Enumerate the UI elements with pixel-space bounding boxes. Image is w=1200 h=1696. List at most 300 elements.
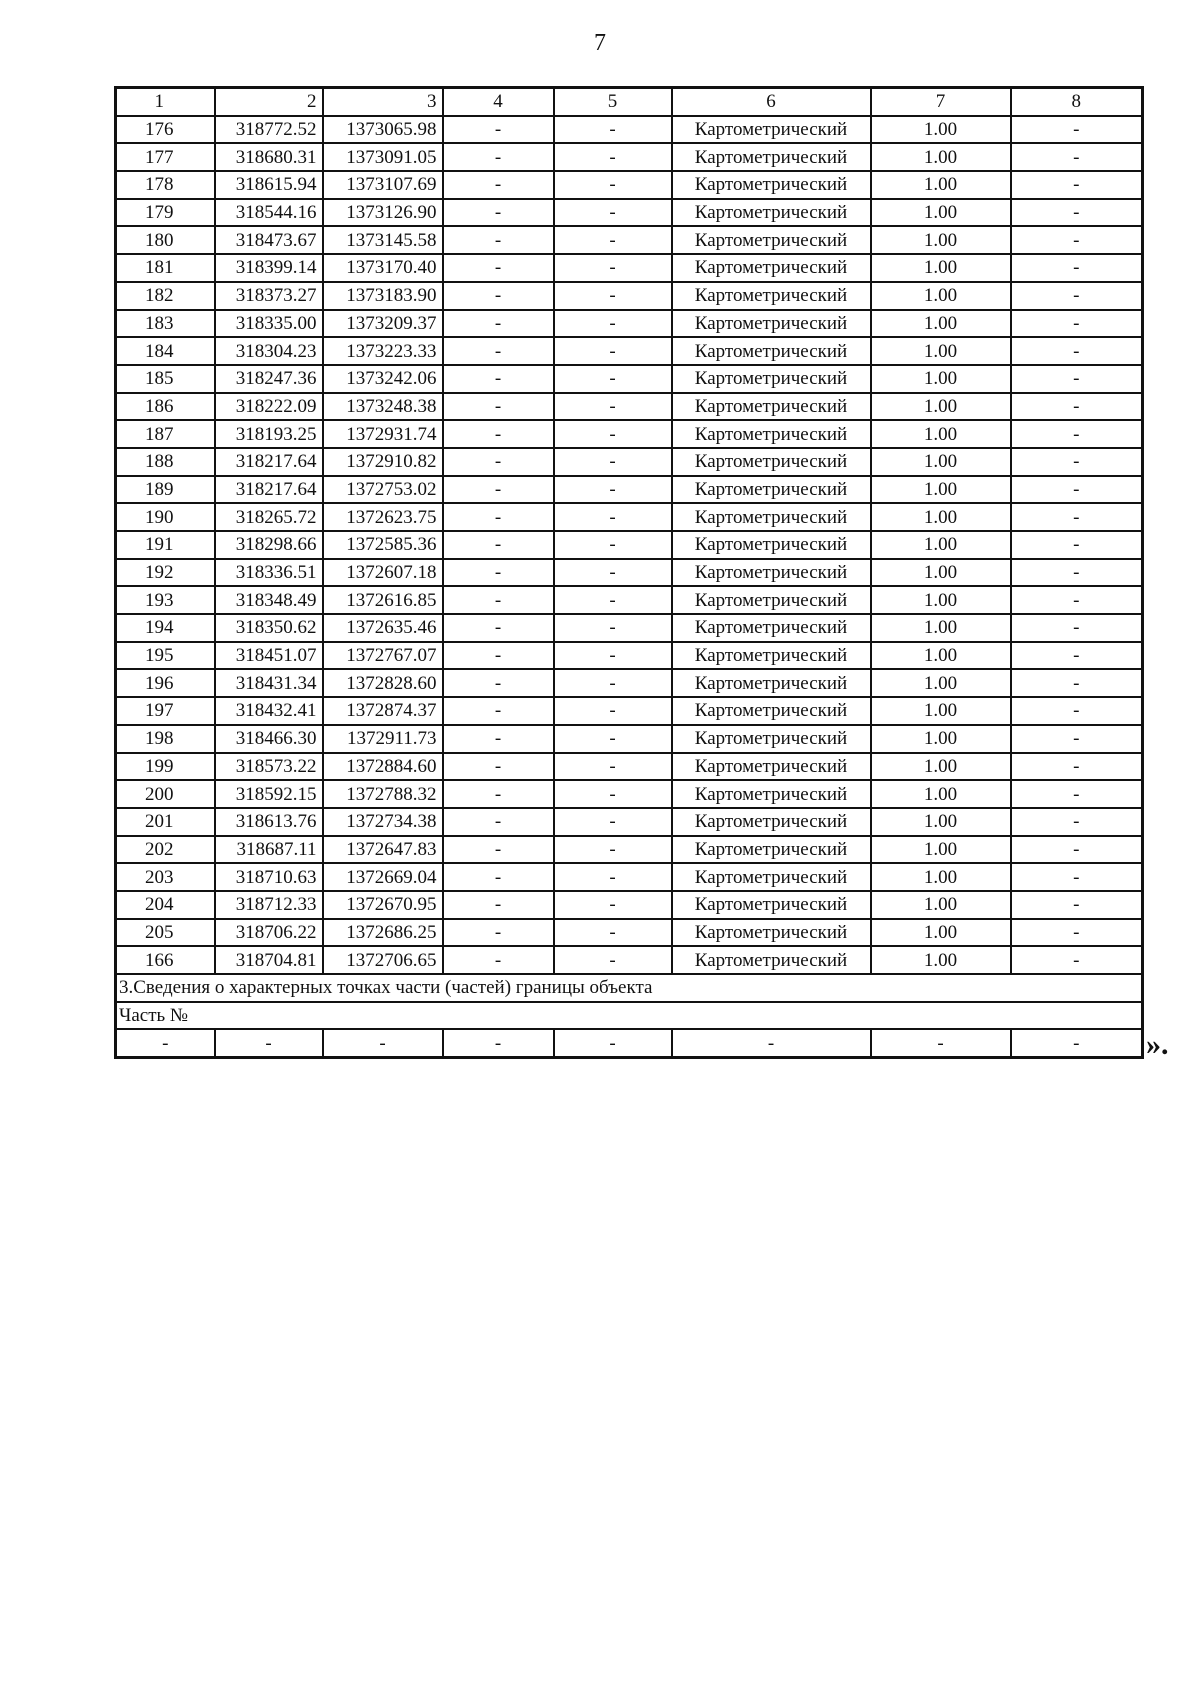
table-cell: 1372788.32 xyxy=(323,780,443,808)
table-cell: - xyxy=(554,586,672,614)
table-cell: 1372635.46 xyxy=(323,614,443,642)
table-cell: - xyxy=(1011,946,1143,974)
table-cell: 318432.41 xyxy=(215,697,323,725)
table-cell: - xyxy=(1011,836,1143,864)
table-cell: Картометрический xyxy=(672,780,871,808)
table-cell: Картометрический xyxy=(672,863,871,891)
table-cell: 318710.63 xyxy=(215,863,323,891)
table-cell: 318615.94 xyxy=(215,171,323,199)
table-cell: - xyxy=(1011,891,1143,919)
table-cell: 318217.64 xyxy=(215,476,323,504)
table-row xyxy=(116,697,1143,725)
table-cell: Картометрический xyxy=(672,725,871,753)
table-cell: - xyxy=(554,863,672,891)
table-cell: - xyxy=(443,531,554,559)
table-cell: 1372931.74 xyxy=(323,420,443,448)
table-cell: 1373248.38 xyxy=(323,393,443,421)
column-header: 3 xyxy=(323,88,443,116)
table-cell: - xyxy=(1011,171,1143,199)
table-cell: - xyxy=(1011,863,1143,891)
table-cell: - xyxy=(1011,669,1143,697)
table-cell: 180 xyxy=(116,226,215,254)
table-cell: 318193.25 xyxy=(215,420,323,448)
table-cell: 1373242.06 xyxy=(323,365,443,393)
table-cell: 192 xyxy=(116,559,215,587)
table-cell: - xyxy=(443,503,554,531)
table-cell: 318466.30 xyxy=(215,725,323,753)
table-cell: 1.00 xyxy=(871,282,1011,310)
table-cell: - xyxy=(1011,614,1143,642)
table-cell: - xyxy=(443,310,554,338)
table-row xyxy=(116,282,1143,310)
table-cell: 1373107.69 xyxy=(323,171,443,199)
table-cell: - xyxy=(443,863,554,891)
table-cell: 318687.11 xyxy=(215,836,323,864)
table-cell: - xyxy=(554,365,672,393)
table-cell: 198 xyxy=(116,725,215,753)
table-cell: - xyxy=(554,891,672,919)
table-cell: 318399.14 xyxy=(215,254,323,282)
table-cell: 1373126.90 xyxy=(323,199,443,227)
table-cell: - xyxy=(1011,143,1143,171)
table-cell: Картометрический xyxy=(672,808,871,836)
table-cell: - xyxy=(443,614,554,642)
table-cell: - xyxy=(554,171,672,199)
table-cell: 194 xyxy=(116,614,215,642)
table-cell: 1372623.75 xyxy=(323,503,443,531)
table-cell: 200 xyxy=(116,780,215,808)
table-cell: 1372669.04 xyxy=(323,863,443,891)
table-row xyxy=(116,254,1143,282)
table-cell: Картометрический xyxy=(672,143,871,171)
table-cell: - xyxy=(1011,448,1143,476)
table-cell: - xyxy=(443,725,554,753)
table-cell: - xyxy=(443,808,554,836)
table-row xyxy=(116,559,1143,587)
table-cell: - xyxy=(443,586,554,614)
table-cell: 1372616.85 xyxy=(323,586,443,614)
table-cell: - xyxy=(1011,586,1143,614)
table-cell: - xyxy=(554,919,672,947)
table-row xyxy=(116,753,1143,781)
table-cell: - xyxy=(554,143,672,171)
table-cell: - xyxy=(1011,753,1143,781)
table-cell: 318222.09 xyxy=(215,393,323,421)
table-cell: 182 xyxy=(116,282,215,310)
table-cell: Картометрический xyxy=(672,614,871,642)
table-cell: - xyxy=(443,919,554,947)
table-cell: - xyxy=(554,642,672,670)
table-cell: - xyxy=(554,337,672,365)
table-cell: 1.00 xyxy=(871,254,1011,282)
table-row xyxy=(116,725,1143,753)
table-cell: - xyxy=(1011,919,1143,947)
table-cell: 1.00 xyxy=(871,393,1011,421)
table-cell: 1.00 xyxy=(871,753,1011,781)
table-cell: 1.00 xyxy=(871,310,1011,338)
table-cell: 1.00 xyxy=(871,503,1011,531)
table-row xyxy=(116,143,1143,171)
table-cell: Картометрический xyxy=(672,337,871,365)
table-cell: - xyxy=(554,559,672,587)
table-cell: - xyxy=(554,393,672,421)
part-label: Часть № xyxy=(116,1002,1143,1030)
table-cell: - xyxy=(554,476,672,504)
table-cell: - xyxy=(1011,476,1143,504)
table-cell: 318451.07 xyxy=(215,642,323,670)
table-row xyxy=(116,586,1143,614)
table-cell: Картометрический xyxy=(672,586,871,614)
table-cell: 1.00 xyxy=(871,642,1011,670)
table-cell: 1.00 xyxy=(871,365,1011,393)
table-cell: 1.00 xyxy=(871,337,1011,365)
table-cell: Картометрический xyxy=(672,476,871,504)
table-cell: - xyxy=(554,614,672,642)
table-cell: - xyxy=(554,503,672,531)
table-cell: 1372828.60 xyxy=(323,669,443,697)
table-cell: 199 xyxy=(116,753,215,781)
table-row xyxy=(116,171,1143,199)
table-cell: - xyxy=(554,780,672,808)
table-cell: - xyxy=(443,753,554,781)
table-row xyxy=(116,614,1143,642)
table-cell: 1.00 xyxy=(871,725,1011,753)
table-cell: - xyxy=(554,725,672,753)
table-cell: 318680.31 xyxy=(215,143,323,171)
table-cell: 1.00 xyxy=(871,863,1011,891)
table-cell: - xyxy=(1011,393,1143,421)
table-cell: 1372585.36 xyxy=(323,531,443,559)
table-cell: 178 xyxy=(116,171,215,199)
table-cell: 1.00 xyxy=(871,476,1011,504)
column-header: 2 xyxy=(215,88,323,116)
column-header: 8 xyxy=(1011,88,1143,116)
table-cell: - xyxy=(443,171,554,199)
table-cell: - xyxy=(554,310,672,338)
table-row xyxy=(116,365,1143,393)
column-header: 1 xyxy=(116,88,215,116)
table-cell: - xyxy=(443,365,554,393)
table-cell: Картометрический xyxy=(672,226,871,254)
table-cell: 1.00 xyxy=(871,171,1011,199)
column-header: 5 xyxy=(554,88,672,116)
part-row xyxy=(116,1029,1143,1057)
table-cell: 318431.34 xyxy=(215,669,323,697)
table-cell: 318265.72 xyxy=(215,503,323,531)
table-cell: 318304.23 xyxy=(215,337,323,365)
table-cell: - xyxy=(443,199,554,227)
table-cell: - xyxy=(443,642,554,670)
table-cell: 1.00 xyxy=(871,559,1011,587)
page-number: 7 xyxy=(594,30,606,56)
table-cell: 195 xyxy=(116,642,215,670)
table-cell: - xyxy=(1011,310,1143,338)
table-cell: 189 xyxy=(116,476,215,504)
section-title: 3.Сведения о характерных точках части (частей) границы объекта xyxy=(116,974,1143,1002)
table-cell: - xyxy=(443,780,554,808)
table-cell: 196 xyxy=(116,669,215,697)
table-cell: - xyxy=(554,226,672,254)
table-cell: Картометрический xyxy=(672,642,871,670)
table-cell: Картометрический xyxy=(672,199,871,227)
table-cell: 205 xyxy=(116,919,215,947)
table-cell: - xyxy=(443,337,554,365)
header-row xyxy=(116,88,1143,116)
table-cell: 1372884.60 xyxy=(323,753,443,781)
table-cell: 1372910.82 xyxy=(323,448,443,476)
table-cell: - xyxy=(1011,116,1143,144)
table-cell: - xyxy=(1011,559,1143,587)
table-cell: - xyxy=(554,836,672,864)
table-cell: 1373170.40 xyxy=(323,254,443,282)
table-cell: 1.00 xyxy=(871,199,1011,227)
table-cell: 1.00 xyxy=(871,891,1011,919)
table-cell: 1372686.25 xyxy=(323,919,443,947)
table-cell: - xyxy=(1011,282,1143,310)
closing-quote: ». xyxy=(1146,1028,1169,1061)
table-cell: Картометрический xyxy=(672,116,871,144)
table-cell: - xyxy=(554,808,672,836)
table-cell: - xyxy=(1011,254,1143,282)
table-cell: - xyxy=(443,669,554,697)
table-cell: 1.00 xyxy=(871,448,1011,476)
table-cell: 1372753.02 xyxy=(323,476,443,504)
table-row xyxy=(116,642,1143,670)
table-cell: 1.00 xyxy=(871,946,1011,974)
part-label-row xyxy=(116,1002,1143,1030)
coordinates-table xyxy=(114,86,1144,1059)
table-cell: 1.00 xyxy=(871,808,1011,836)
table-cell: - xyxy=(871,1029,1011,1057)
table-cell: - xyxy=(1011,697,1143,725)
table-cell: - xyxy=(215,1029,323,1057)
table-cell: Картометрический xyxy=(672,891,871,919)
table-cell: 1372607.18 xyxy=(323,559,443,587)
table-cell: - xyxy=(554,753,672,781)
table-cell: Картометрический xyxy=(672,836,871,864)
table-cell: 166 xyxy=(116,946,215,974)
table-cell: 1.00 xyxy=(871,836,1011,864)
table-row xyxy=(116,919,1143,947)
table-row xyxy=(116,808,1143,836)
table-cell: - xyxy=(1011,808,1143,836)
table-cell: 1.00 xyxy=(871,586,1011,614)
table-row xyxy=(116,476,1143,504)
table-cell: 1.00 xyxy=(871,669,1011,697)
table-cell: 1373209.37 xyxy=(323,310,443,338)
table-cell: - xyxy=(1011,420,1143,448)
table-cell: - xyxy=(443,420,554,448)
table-cell: 188 xyxy=(116,448,215,476)
table-row xyxy=(116,863,1143,891)
table-cell: - xyxy=(554,448,672,476)
table-cell: 1373223.33 xyxy=(323,337,443,365)
table-cell: Картометрический xyxy=(672,393,871,421)
table-cell: 177 xyxy=(116,143,215,171)
table-cell: 1373145.58 xyxy=(323,226,443,254)
table-cell: 186 xyxy=(116,393,215,421)
table-cell: - xyxy=(554,199,672,227)
table-cell: - xyxy=(1011,199,1143,227)
table-cell: 318348.49 xyxy=(215,586,323,614)
table-cell: 176 xyxy=(116,116,215,144)
table-cell: 1372767.07 xyxy=(323,642,443,670)
table-cell: 1372670.95 xyxy=(323,891,443,919)
table-cell: - xyxy=(443,1029,554,1057)
table-cell: 1.00 xyxy=(871,420,1011,448)
table-cell: - xyxy=(1011,365,1143,393)
table-cell: Картометрический xyxy=(672,420,871,448)
table-cell: Картометрический xyxy=(672,365,871,393)
table-cell: 318772.52 xyxy=(215,116,323,144)
table-cell: 1372647.83 xyxy=(323,836,443,864)
table-cell: 1.00 xyxy=(871,143,1011,171)
table-cell: 318217.64 xyxy=(215,448,323,476)
table-cell: - xyxy=(1011,780,1143,808)
table-row xyxy=(116,531,1143,559)
table-cell: - xyxy=(443,143,554,171)
table-cell: 1.00 xyxy=(871,697,1011,725)
table-cell: - xyxy=(443,226,554,254)
table-cell: 1373091.05 xyxy=(323,143,443,171)
table-cell: 183 xyxy=(116,310,215,338)
table-cell: 1372734.38 xyxy=(323,808,443,836)
table-cell: 1.00 xyxy=(871,919,1011,947)
table-cell: 202 xyxy=(116,836,215,864)
table-cell: - xyxy=(116,1029,215,1057)
table-body xyxy=(116,88,1143,1058)
table-cell: - xyxy=(554,1029,672,1057)
table-cell: Картометрический xyxy=(672,919,871,947)
table-cell: 318247.36 xyxy=(215,365,323,393)
table-cell: 181 xyxy=(116,254,215,282)
table-cell: - xyxy=(554,420,672,448)
table-cell: 318336.51 xyxy=(215,559,323,587)
table-cell: - xyxy=(1011,642,1143,670)
table-cell: - xyxy=(443,836,554,864)
table-cell: - xyxy=(443,448,554,476)
table-cell: 179 xyxy=(116,199,215,227)
table-cell: 184 xyxy=(116,337,215,365)
table-cell: - xyxy=(1011,226,1143,254)
table-row xyxy=(116,310,1143,338)
table-cell: 191 xyxy=(116,531,215,559)
table-cell: - xyxy=(1011,1029,1143,1057)
table-cell: 318573.22 xyxy=(215,753,323,781)
column-header: 6 xyxy=(672,88,871,116)
table-cell: 318373.27 xyxy=(215,282,323,310)
table-cell: 318706.22 xyxy=(215,919,323,947)
table-cell: - xyxy=(1011,503,1143,531)
table-cell: - xyxy=(443,254,554,282)
table-cell: 193 xyxy=(116,586,215,614)
table-cell: 203 xyxy=(116,863,215,891)
table-row xyxy=(116,116,1143,144)
table-cell: 185 xyxy=(116,365,215,393)
table-row xyxy=(116,669,1143,697)
table-cell: 1372911.73 xyxy=(323,725,443,753)
table-cell: 201 xyxy=(116,808,215,836)
table-row xyxy=(116,199,1143,227)
table-row xyxy=(116,891,1143,919)
table-cell: 1372706.65 xyxy=(323,946,443,974)
table-cell: 318613.76 xyxy=(215,808,323,836)
table-cell: - xyxy=(672,1029,871,1057)
table-cell: Картометрический xyxy=(672,697,871,725)
table-cell: 1.00 xyxy=(871,614,1011,642)
table-cell: - xyxy=(554,946,672,974)
table-row xyxy=(116,503,1143,531)
table-cell: Картометрический xyxy=(672,531,871,559)
column-header: 7 xyxy=(871,88,1011,116)
table-cell: - xyxy=(554,282,672,310)
table-cell: - xyxy=(554,531,672,559)
table-cell: - xyxy=(443,282,554,310)
table-cell: 197 xyxy=(116,697,215,725)
table-cell: - xyxy=(443,116,554,144)
table-cell: - xyxy=(1011,337,1143,365)
table-cell: 318298.66 xyxy=(215,531,323,559)
table-cell: Картометрический xyxy=(672,171,871,199)
table-cell: 318473.67 xyxy=(215,226,323,254)
table-cell: 187 xyxy=(116,420,215,448)
table-cell: - xyxy=(443,891,554,919)
table-cell: - xyxy=(443,476,554,504)
table-row xyxy=(116,393,1143,421)
table-cell: 318544.16 xyxy=(215,199,323,227)
table-cell: 318712.33 xyxy=(215,891,323,919)
table-cell: - xyxy=(323,1029,443,1057)
table-cell: Картометрический xyxy=(672,310,871,338)
table-cell: - xyxy=(443,559,554,587)
table-cell: Картометрический xyxy=(672,503,871,531)
table-cell: 1.00 xyxy=(871,226,1011,254)
table-row xyxy=(116,946,1143,974)
table-cell: - xyxy=(554,669,672,697)
table-cell: Картометрический xyxy=(672,559,871,587)
table-cell: 1.00 xyxy=(871,116,1011,144)
table-row xyxy=(116,448,1143,476)
table-cell: Картометрический xyxy=(672,669,871,697)
table-cell: - xyxy=(1011,725,1143,753)
table-row xyxy=(116,780,1143,808)
table-cell: 1372874.37 xyxy=(323,697,443,725)
table-cell: - xyxy=(554,254,672,282)
table-cell: - xyxy=(554,116,672,144)
table-cell: 318335.00 xyxy=(215,310,323,338)
table-cell: - xyxy=(443,393,554,421)
table-cell: - xyxy=(1011,531,1143,559)
table-cell: Картометрический xyxy=(672,254,871,282)
table-cell: 1.00 xyxy=(871,780,1011,808)
table-cell: 1373183.90 xyxy=(323,282,443,310)
table-cell: 318350.62 xyxy=(215,614,323,642)
table-cell: 318704.81 xyxy=(215,946,323,974)
section-title-row xyxy=(116,974,1143,1002)
column-header: 4 xyxy=(443,88,554,116)
table-cell: Картометрический xyxy=(672,448,871,476)
table-cell: 1.00 xyxy=(871,531,1011,559)
table-cell: - xyxy=(443,946,554,974)
table-row xyxy=(116,836,1143,864)
table-row xyxy=(116,420,1143,448)
table-row xyxy=(116,226,1143,254)
table-cell: 204 xyxy=(116,891,215,919)
table-row xyxy=(116,337,1143,365)
table-cell: - xyxy=(554,697,672,725)
table-cell: - xyxy=(443,697,554,725)
table-cell: Картометрический xyxy=(672,946,871,974)
